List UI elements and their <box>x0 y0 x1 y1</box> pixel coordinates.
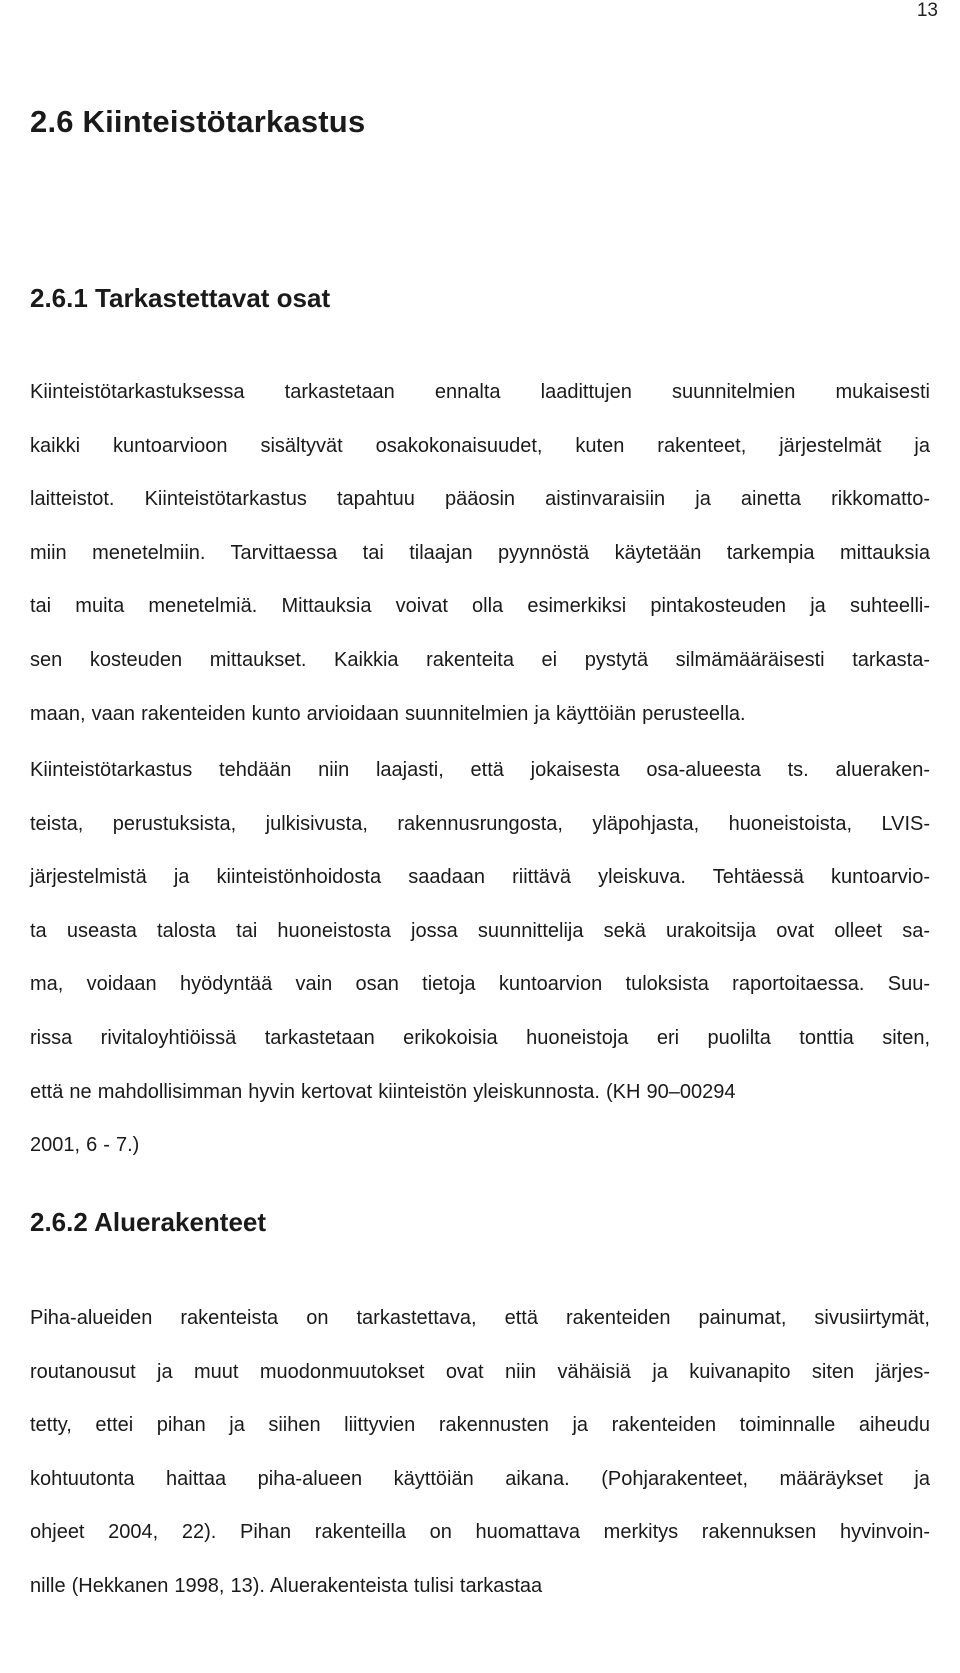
paragraph-tarkastettavat-osat-2 <box>30 744 930 1173</box>
text-line: 2001, 6 - 7.) <box>30 1134 140 1157</box>
text-line: teista, perustuksista, julkisivusta, rakennusrungosta, yläpohjasta, huoneistoista, LVIS- <box>30 812 930 835</box>
text-line: kaikki kuntoarvioon sisältyvät osakokonaisuudet, kuten rakenteet, järjestelmät ja <box>30 434 930 457</box>
subsection-heading-tarkastettavat-osat: 2.6.1 Tarkastettavat osat <box>30 283 331 313</box>
text-line: ta useasta talosta tai huoneistosta jossa suunnittelija sekä urakoitsija ovat olleet sa- <box>30 919 930 942</box>
text-line: järjestelmistä ja kiinteistönhoidosta saadaan riittävä yleiskuva. Tehtäessä kuntoarvio- <box>30 866 930 889</box>
text-line: että ne mahdollisimman hyvin kertovat kiinteistön yleiskunnosta. (KH 90–00294 <box>30 1080 736 1103</box>
text-line: tai muita menetelmiä. Mittauksia voivat olla esimerkiksi pintakosteuden ja suhteelli- <box>30 595 930 618</box>
text-line: tetty, ettei pihan ja siihen liittyvien rakennusten ja rakenteiden toiminnalle aiheudu <box>30 1414 930 1437</box>
text-line: maan, vaan rakenteiden kunto arvioidaan suunnitelmien ja käyttöiän perusteella. <box>30 702 746 725</box>
paragraph-aluerakenteet-1 <box>30 1292 930 1614</box>
text-line: kohtuutonta haittaa piha-alueen käyttöiän aikana. (Pohjarakenteet, määräykset ja <box>30 1467 930 1490</box>
text-line: ma, voidaan hyödyntää vain osan tietoja kuntoarvion tuloksista raportoitaessa. Suu- <box>30 973 930 996</box>
section-heading: 2.6 Kiinteistötarkastus <box>30 104 366 139</box>
text-line: laitteistot. Kiinteistötarkastus tapahtuu pääosin aistinvaraisiin ja ainetta rikkomatto- <box>30 488 930 511</box>
text-line: Kiinteistötarkastus tehdään niin laajasti, että jokaisesta osa-alueesta ts. alueraken- <box>30 759 930 781</box>
page-number: 13 <box>916 0 938 21</box>
text-line: Kiinteistötarkastuksessa tarkastetaan ennalta laadittujen suunnitelmien mukaisesti <box>30 381 930 403</box>
text-line: rissa rivitaloyhtiöissä tarkastetaan erikokoisia huoneistoja eri puolilta tonttia siten, <box>30 1026 930 1049</box>
text-line: ohjeet 2004, 22). Pihan rakenteilla on huomattava merkitys rakennuksen hyvinvoin- <box>30 1521 930 1544</box>
text-line: Piha-alueiden rakenteista on tarkastettava, että rakenteiden painumat, sivusiirtymät, <box>30 1307 930 1329</box>
text-line: miin menetelmiin. Tarvittaessa tai tilaajan pyynnöstä käytetään tarkempia mittauksia <box>30 541 930 564</box>
text-line: nille (Hekkanen 1998, 13). Aluerakenteista tulisi tarkastaa <box>30 1574 543 1597</box>
paragraph-tarkastettavat-osat-1 <box>30 366 930 741</box>
text-line: routanousut ja muut muodonmuutokset ovat niin vähäisiä ja kuivanapito siten järjes- <box>30 1360 930 1383</box>
subsection-heading-aluerakenteet: 2.6.2 Aluerakenteet <box>30 1207 267 1237</box>
text-line: sen kosteuden mittaukset. Kaikkia rakenteita ei pystytä silmämääräisesti tarkasta- <box>30 648 930 671</box>
